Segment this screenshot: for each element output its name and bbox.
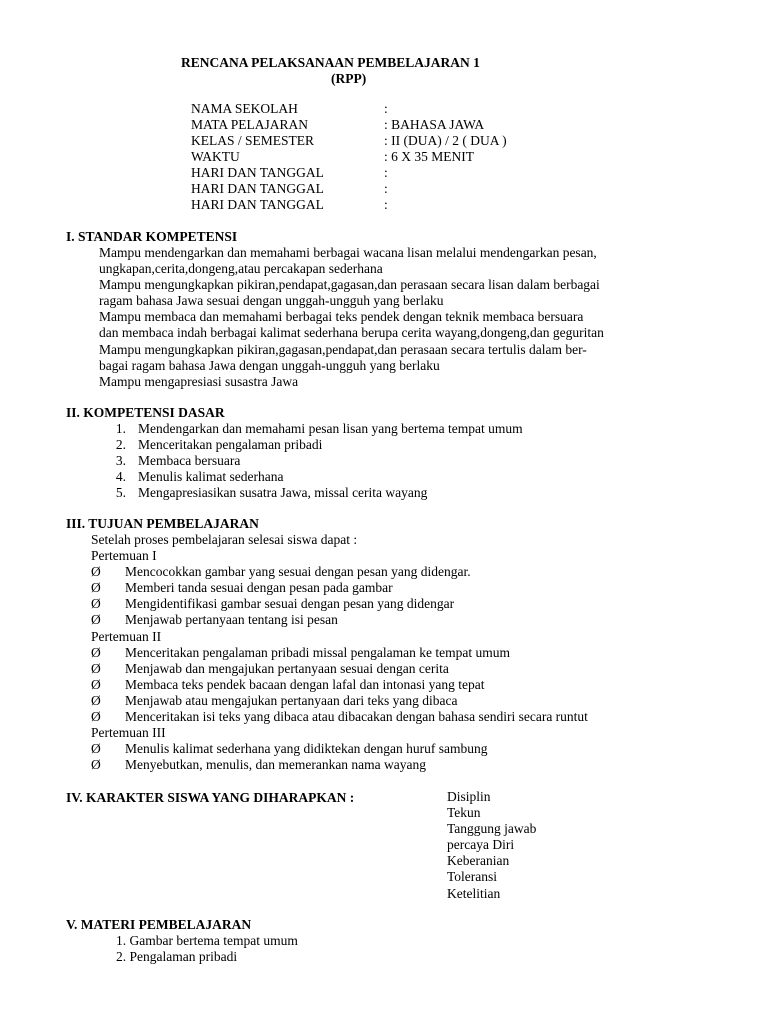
list-text: Mendengarkan dan memahami pesan lisan yang bertema tempat umum [138,421,523,436]
paragraph-line: Mampu mengungkapkan pikiran,gagasan,pendapat,dan perasaan secara tertulis dalam ber- [99,341,587,357]
list-item: 2. Pengalaman pribadi [116,949,238,965]
identity-label: HARI DAN TANGGAL [191,181,324,196]
list-item [92,485,523,501]
paragraph-line: Mampu mengungkapkan pikiran,pendapat,gagasan,dan perasaan secara lisan dalam berbagai [99,277,600,293]
list-number: 1. [115,421,126,436]
list-item [92,469,523,485]
list-item: Tekun [447,805,481,821]
list-item [91,612,588,628]
paragraph-line: ragam bahasa Jawa sesuai dengan unggah-ungguh yang berlaku [99,293,444,309]
list-item: Ketelitian [447,885,501,901]
identity-value: : [384,101,388,116]
list-text: Menjawab atau mengajukan pertanyaan dari teks yang dibaca [125,692,458,708]
paragraph-line: Mampu mengapresiasi susastra Jawa [99,373,299,389]
list-text: Menulis kalimat sederhana [138,469,284,485]
meeting-label: Pertemuan II [91,628,162,644]
paragraph-line: Mampu membaca dan memahami berbagai teks pendek dengan teknik membaca bersuara [99,309,584,325]
identity-label: WAKTU [191,149,240,164]
list-text: Mencocokkan gambar yang sesuai dengan pesan yang didengar. [125,564,471,580]
bullet-icon: Ø [91,564,101,580]
bullet-icon: Ø [91,644,101,660]
list-text: Menceritakan isi teks yang dibaca atau dibacakan dengan bahasa sendiri secara runtut [125,709,588,725]
list-text: Menjawab dan mengajukan pertanyaan sesuai dengan cerita [125,660,449,676]
identity-value: : II (DUA) / 2 ( DUA ) [384,133,507,148]
bullet-icon: Ø [91,692,101,708]
kompetensi-dasar-list [92,421,523,501]
list-item [91,580,588,596]
materi-pembelajaran-list [116,933,298,965]
list-number: 3. [115,453,126,469]
list-item: Toleransi [447,869,498,885]
identity-label: NAMA SEKOLAH [191,101,298,116]
list-number: 5. [115,485,126,501]
document-title: RENCANA PELAKSANAAN PEMBELAJARAN 1 [181,55,480,70]
list-item [91,757,588,773]
list-text: Mengidentifikasi gambar sesuai dengan pesan yang didengar [125,596,455,612]
list-text: Menyebutkan, menulis, dan memerankan nama wayang [125,757,427,773]
section-heading-tujuan-pembelajaran: III. TUJUAN PEMBELAJARAN [66,516,259,531]
list-item [92,453,523,469]
list-item [92,421,523,437]
list-item [91,645,588,661]
identity-value: : 6 X 35 MENIT [384,149,474,164]
meeting-label: Pertemuan III [91,725,166,741]
bullet-icon: Ø [91,596,101,612]
intro-text: Setelah proses pembelajaran selesai siswa dapat : [91,532,358,547]
paragraph-line: bagai ragam bahasa Jawa dengan unggah-ungguh yang berlaku [99,357,440,373]
section-heading-kompetensi-dasar: II. KOMPETENSI DASAR [66,405,225,420]
section-heading-standar-kompetensi: I. STANDAR KOMPETENSI [66,229,238,244]
list-text: Memberi tanda sesuai dengan pesan pada gambar [125,580,393,596]
list-item: Keberanian [447,853,510,869]
list-item: percaya Diri [447,837,515,853]
identity-label: MATA PELAJARAN [191,117,309,132]
list-item [91,741,588,757]
list-item: Disiplin [447,789,491,804]
section-heading-karakter-siswa: IV. KARAKTER SISWA YANG DIHARAPKAN : [66,790,355,805]
list-text: Menjawab pertanyaan tentang isi pesan [125,612,338,628]
meeting-label: Pertemuan I [91,548,157,564]
list-item [91,661,588,677]
list-text: Membaca teks pendek bacaan dengan lafal dan intonasi yang tepat [125,676,485,692]
identity-label: KELAS / SEMESTER [191,133,315,148]
bullet-icon: Ø [91,660,101,676]
list-text: Menceritakan pengalaman pribadi missal pengalaman ke tempat umum [125,644,510,660]
list-item: 1. Gambar bertema tempat umum [116,933,298,948]
identity-value: : [384,197,388,212]
bullet-icon: Ø [91,709,101,725]
list-item: Tanggung jawab [447,821,537,837]
identity-value: : [384,165,388,180]
list-item [92,437,523,453]
paragraph-line: dan membaca indah berbagai kalimat sederhana berupa cerita wayang,dongeng,dan geguritan [99,325,604,341]
list-item [91,677,588,693]
section-heading-materi-pembelajaran: V. MATERI PEMBELAJARAN [66,917,252,932]
bullet-icon: Ø [91,741,101,757]
list-text: Membaca bersuara [138,453,241,469]
identity-value: : [384,181,388,196]
list-item [91,709,588,725]
paragraph-line: ungkapan,cerita,dongeng,atau percakapan sederhana [99,261,383,277]
paragraph-line: Mampu mendengarkan dan memahami berbagai wacana lisan melalui mendengarkan pesan, [99,245,597,260]
bullet-icon: Ø [91,757,101,773]
list-text: Menulis kalimat sederhana yang didiktekan dengan huruf sambung [125,741,488,757]
list-item [91,596,588,612]
list-item [91,693,588,709]
list-number: 4. [115,469,126,485]
identity-label: HARI DAN TANGGAL [191,165,324,180]
identity-label: HARI DAN TANGGAL [191,197,324,212]
list-text: Menceritakan pengalaman pribadi [138,437,323,453]
tujuan-pembelajaran-list [91,532,588,773]
bullet-icon: Ø [91,676,101,692]
list-text: Mengapresiasikan susatra Jawa, missal cerita wayang [138,485,428,501]
identity-value: : BAHASA JAWA [384,117,485,132]
list-number: 2. [115,437,126,453]
standar-kompetensi-text [99,245,604,390]
list-item [91,564,588,580]
document-subtitle: (RPP) [331,71,367,86]
bullet-icon: Ø [91,612,101,628]
karakter-siswa-list [447,789,536,902]
bullet-icon: Ø [91,580,101,596]
